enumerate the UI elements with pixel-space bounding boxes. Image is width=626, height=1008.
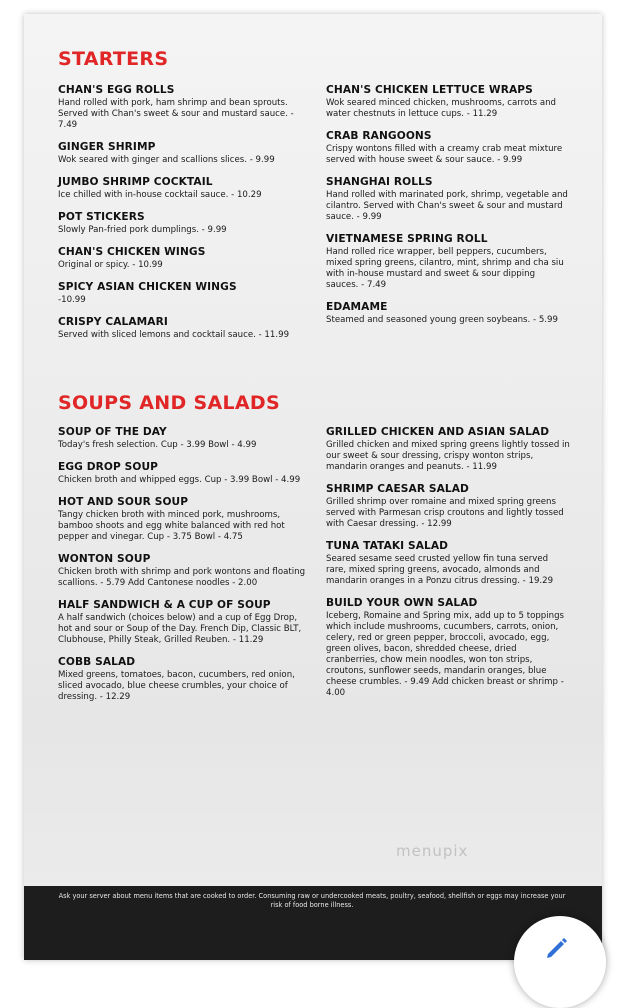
watermark: menupix: [396, 842, 469, 860]
item-description: Grilled shrimp over romaine and mixed spring greens served with Parmesan crisp croutons and lightly tossed with Caesar dressing. - 12.99: [326, 497, 564, 529]
item-name: TUNA TATAKI SALAD: [326, 540, 449, 552]
starters-heading: STARTERS: [58, 48, 169, 70]
item-description: Wok seared minced chicken, mushrooms, carrots and water chestnuts in lettuce cups. - 11.29: [326, 98, 556, 119]
starters-right-column: [326, 84, 570, 336]
item-description: -10.99: [58, 295, 86, 305]
item-description: Chicken broth with shrimp and pork wontons and floating scallions. - 5.79 Add Cantonese noodles - 2.00: [58, 567, 306, 588]
item-description: Wok seared with ginger and scallions slices. - 9.99: [58, 155, 275, 165]
menu-item: [326, 301, 570, 326]
menu-item: [58, 426, 308, 451]
item-name: CRAB RANGOONS: [326, 130, 432, 142]
item-name: BUILD YOUR OWN SALAD: [326, 597, 478, 609]
item-name: SOUP OF THE DAY: [58, 426, 167, 438]
menu-item: [326, 130, 570, 166]
item-description: Original or spicy. - 10.99: [58, 260, 163, 270]
menu-item: [58, 496, 308, 543]
item-description: Grilled chicken and mixed spring greens lightly tossed in our sweet & sour dressing, crispy wonton strips, mandarin oranges and peanuts. - 11.99: [326, 440, 570, 472]
item-description: Hand rolled with marinated pork, shrimp, vegetable and cilantro. Served with Chan's sweet & sour and mustard sauce. - 9.99: [326, 190, 568, 222]
menu-item: [326, 540, 570, 587]
item-description: Hand rolled rice wrapper, bell peppers, cucumbers, mixed spring greens, cilantro, mint, shrimp and cha siu with in-house mustard and sweet & sour dipping sauces. - 7.49: [326, 247, 564, 290]
item-description: Iceberg, Romaine and Spring mix, add up to 5 toppings which include mushrooms, cucumbers, carrots, onion, celery, red or green pepper, broccoli, avocado, egg, green olives, bacon, shredded cheese, dried cranberries, chow mein noodles, won ton strips, croutons, sunflower seeds, mandarin oranges, blue cheese crumbles. - 9.49 Add chicken breast or shrimp - 4.00: [326, 611, 564, 698]
menu-item: [58, 316, 308, 341]
item-name: SHANGHAI ROLLS: [326, 176, 433, 188]
item-name: CHAN'S CHICKEN WINGS: [58, 246, 206, 258]
item-description: A half sandwich (choices below) and a cup of Egg Drop, hot and sour or Soup of the Day. French Dip, Classic BLT, Clubhouse, Philly Steak, Grilled Reuben. - 11.29: [58, 613, 302, 645]
item-description: Chicken broth and whipped eggs. Cup - 3.99 Bowl - 4.99: [58, 475, 301, 485]
menu-item: [58, 553, 308, 589]
menu-item: [326, 233, 570, 291]
item-name: SHRIMP CAESAR SALAD: [326, 483, 469, 495]
item-name: GINGER SHRIMP: [58, 141, 156, 153]
menu-item: [58, 281, 308, 306]
menu-item: [326, 176, 570, 223]
soups-left-column: [58, 426, 308, 713]
item-description: Seared sesame seed crusted yellow fin tuna served rare, mixed spring greens, avocado, almonds and mandarin oranges in a Ponzu citrus dressing. - 19.29: [326, 554, 554, 586]
item-name: EGG DROP SOUP: [58, 461, 159, 473]
menu-page: [24, 14, 602, 960]
starters-left-column: [58, 84, 308, 351]
item-name: HALF SANDWICH & A CUP OF SOUP: [58, 599, 271, 611]
item-name: CHAN'S CHICKEN LETTUCE WRAPS: [326, 84, 533, 96]
item-description: Hand rolled with pork, ham shrimp and bean sprouts. Served with Chan's sweet & sour and mustard sauce. - 7.49: [58, 98, 294, 130]
item-name: POT STICKERS: [58, 211, 145, 223]
menu-item: [58, 141, 308, 166]
menu-item: [326, 84, 570, 120]
soups-salads-heading: SOUPS AND SALADS: [58, 392, 280, 414]
item-description: Ice chilled with in-house cocktail sauce. - 10.29: [58, 190, 262, 200]
menu-item: [58, 84, 308, 131]
edit-button[interactable]: [514, 916, 606, 1008]
item-name: HOT AND SOUR SOUP: [58, 496, 189, 508]
item-name: WONTON SOUP: [58, 553, 151, 565]
menu-item: [58, 656, 308, 703]
item-name: CRISPY CALAMARI: [58, 316, 168, 328]
food-safety-notice: Ask your server about menu items that are cooked to order. Consuming raw or undercooked meats, poultry, seafood, shellfish or eggs may increase your risk of food borne illness.: [58, 892, 566, 909]
item-description: Today's fresh selection. Cup - 3.99 Bowl - 4.99: [58, 440, 257, 450]
item-name: JUMBO SHRIMP COCKTAIL: [58, 176, 213, 188]
item-name: CHAN'S EGG ROLLS: [58, 84, 175, 96]
menu-item: [326, 483, 570, 530]
item-description: Crispy wontons filled with a creamy crab meat mixture served with house sweet & sour sauce. - 9.99: [326, 144, 563, 165]
item-description: Served with sliced lemons and cocktail sauce. - 11.99: [58, 330, 290, 340]
menu-item: [58, 211, 308, 236]
menu-item: [326, 597, 570, 699]
item-name: EDAMAME: [326, 301, 388, 313]
item-name: GRILLED CHICKEN AND ASIAN SALAD: [326, 426, 550, 438]
menu-item: [58, 599, 308, 646]
menu-item: [58, 461, 308, 486]
item-description: Tangy chicken broth with minced pork, mushrooms, bamboo shoots and egg white balanced with red hot pepper and vinegar. Cup - 3.75 Bowl - 4.75: [58, 510, 285, 542]
item-name: COBB SALAD: [58, 656, 136, 668]
item-description: Steamed and seasoned young green soybeans. - 5.99: [326, 315, 558, 325]
item-name: SPICY ASIAN CHICKEN WINGS: [58, 281, 237, 293]
menu-item: [58, 246, 308, 271]
menu-item: [58, 176, 308, 201]
menu-item: [326, 426, 570, 473]
item-description: Slowly Pan-fried pork dumplings. - 9.99: [58, 225, 227, 235]
item-description: Mixed greens, tomatoes, bacon, cucumbers, red onion, sliced avocado, blue cheese crumbles, your choice of dressing. - 12.29: [58, 670, 295, 702]
soups-right-column: [326, 426, 570, 709]
pencil-icon: [542, 932, 572, 962]
item-name: VIETNAMESE SPRING ROLL: [326, 233, 488, 245]
